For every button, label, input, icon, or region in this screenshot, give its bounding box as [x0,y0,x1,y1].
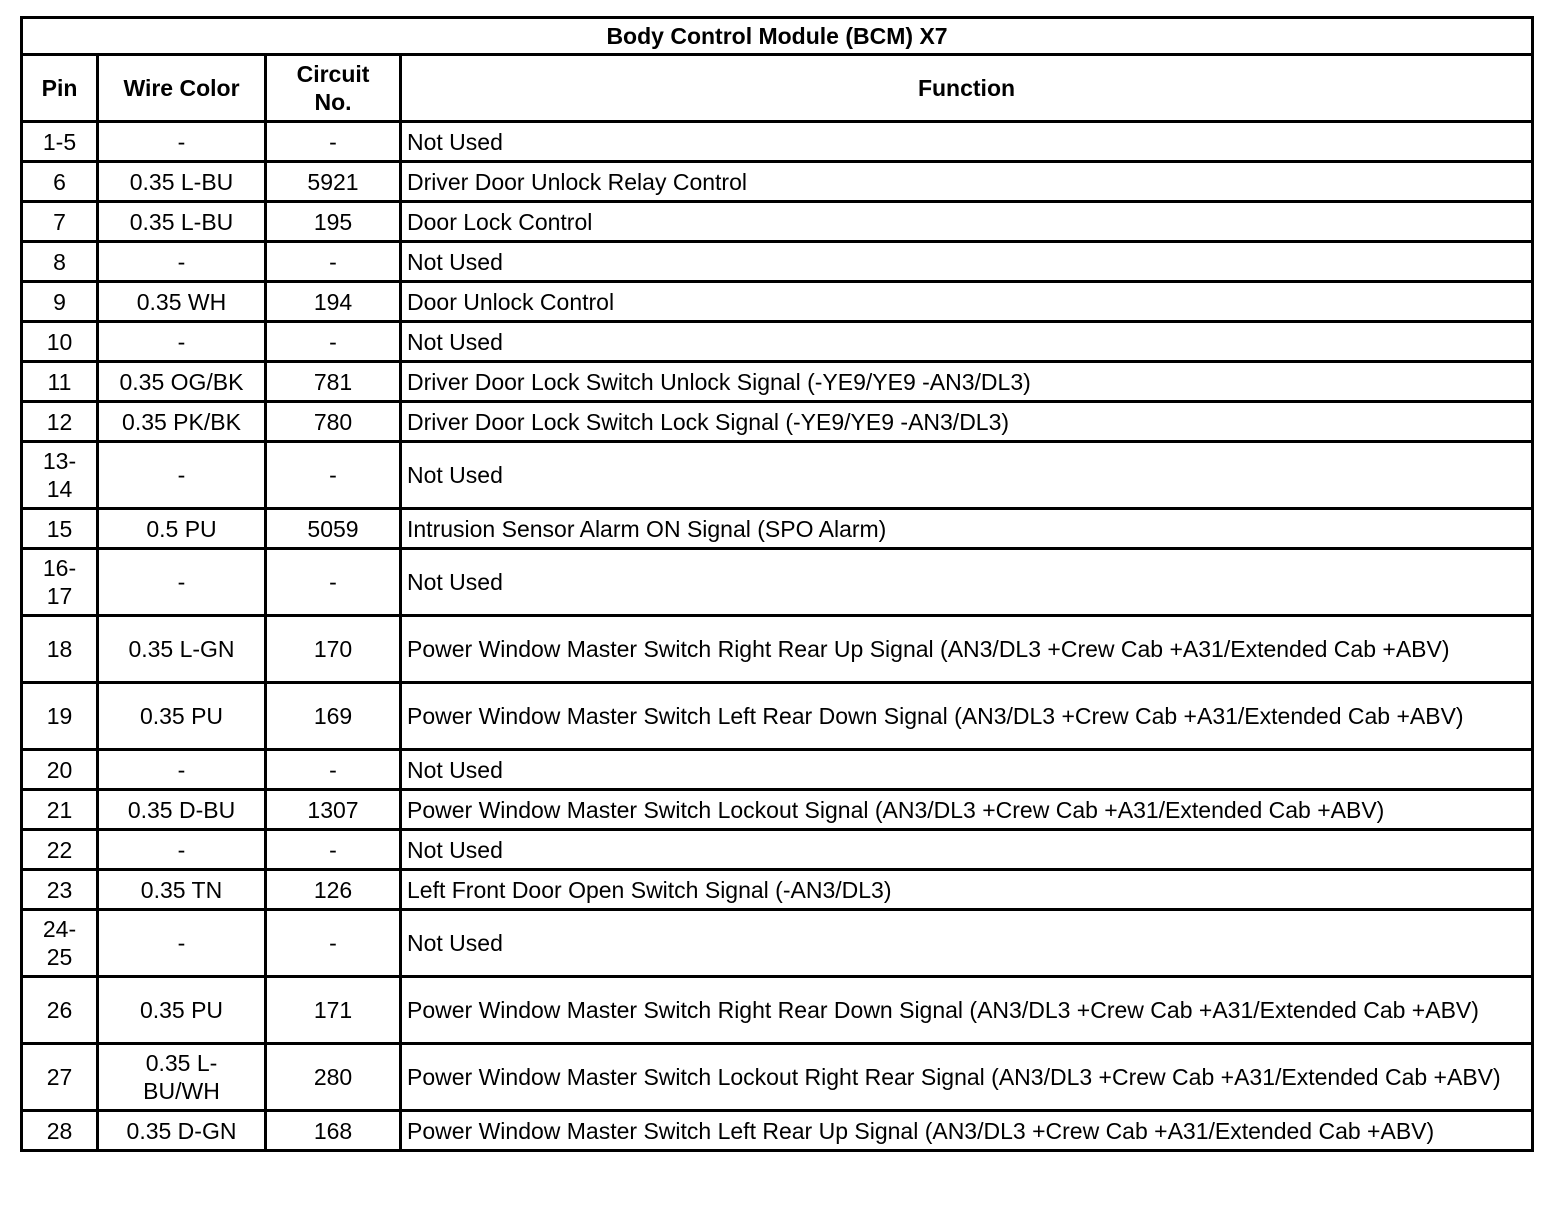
function-cell: Power Window Master Switch Right Rear Up Signal (AN3/DL3 +Crew Cab +A31/Extended Cab +ABV) [401,616,1533,683]
wire-color-cell: 0.35 L-GN [98,616,266,683]
function-cell: Power Window Master Switch Left Rear Up Signal (AN3/DL3 +Crew Cab +A31/Extended Cab +ABV) [401,1111,1533,1151]
pin-cell: 23 [22,870,98,910]
circuit-cell: - [266,122,401,162]
wire-color-cell: - [98,122,266,162]
wire-color-cell: 0.35 OG/BK [98,362,266,402]
circuit-cell: - [266,242,401,282]
pin-cell: 12 [22,402,98,442]
circuit-cell: 781 [266,362,401,402]
circuit-cell: 171 [266,977,401,1044]
wire-color-cell: 0.35 L-BU [98,162,266,202]
pin-cell: 15 [22,509,98,549]
table-header-row [22,55,1533,122]
circuit-cell: - [266,442,401,509]
table-row [22,282,1533,322]
table-row [22,122,1533,162]
pin-cell: 21 [22,790,98,830]
function-cell: Not Used [401,750,1533,790]
table-row [22,1111,1533,1151]
table-row [22,402,1533,442]
pin-cell: 26 [22,977,98,1044]
circuit-no-header [266,55,401,122]
pin-cell: 22 [22,830,98,870]
wire-color-header: Wire Color [98,55,266,122]
function-cell: Not Used [401,242,1533,282]
wire-color-cell: 0.35 L-BU [98,202,266,242]
wire-color-cell: - [98,442,266,509]
pin-cell: 10 [22,322,98,362]
table-row [22,910,1533,977]
pin-cell: 8 [22,242,98,282]
circuit-cell: 126 [266,870,401,910]
wire-color-cell: 0.35 TN [98,870,266,910]
circuit-cell: 5921 [266,162,401,202]
table-row [22,362,1533,402]
wire-color-label: 0.35 L-BU/WH [143,1050,220,1104]
function-cell: Door Unlock Control [401,282,1533,322]
function-cell: Left Front Door Open Switch Signal (-AN3/DL3) [401,870,1533,910]
wire-color-cell: 0.35 D-GN [98,1111,266,1151]
pin-cell [22,442,98,509]
pin-label: 24-25 [42,916,77,970]
table-row [22,830,1533,870]
circuit-cell: 168 [266,1111,401,1151]
table-row [22,322,1533,362]
connector-table [20,16,1534,1152]
pin-header: Pin [22,55,98,122]
wire-color-cell: 0.35 PU [98,977,266,1044]
circuit-cell: 5059 [266,509,401,549]
wire-color-cell: - [98,750,266,790]
pin-cell: 18 [22,616,98,683]
circuit-cell: 169 [266,683,401,750]
function-cell: Driver Door Lock Switch Lock Signal (-YE9/YE9 -AN3/DL3) [401,402,1533,442]
pin-cell: 7 [22,202,98,242]
function-cell: Power Window Master Switch Lockout Right Rear Signal (AN3/DL3 +Crew Cab +A31/Extended Cab +ABV) [401,1044,1533,1111]
table-row [22,683,1533,750]
circuit-no-header-label: Circuit No. [296,61,370,115]
circuit-cell: - [266,549,401,616]
table-row [22,442,1533,509]
circuit-cell: 280 [266,1044,401,1111]
pin-cell: 9 [22,282,98,322]
wire-color-cell: 0.5 PU [98,509,266,549]
pin-cell: 20 [22,750,98,790]
function-cell: Driver Door Lock Switch Unlock Signal (-YE9/YE9 -AN3/DL3) [401,362,1533,402]
pin-label: 13-14 [42,448,77,502]
wire-color-cell: - [98,910,266,977]
wire-color-cell [98,1044,266,1111]
pin-label: 16-17 [42,555,77,609]
connector-sheet [20,16,1531,1152]
circuit-cell: 170 [266,616,401,683]
pin-cell: 28 [22,1111,98,1151]
wire-color-cell: 0.35 WH [98,282,266,322]
wire-color-cell: - [98,549,266,616]
function-cell: Intrusion Sensor Alarm ON Signal (SPO Alarm) [401,509,1533,549]
wire-color-cell: - [98,322,266,362]
pin-cell: 11 [22,362,98,402]
table-row [22,242,1533,282]
table-row [22,549,1533,616]
wire-color-cell: 0.35 D-BU [98,790,266,830]
table-body [22,122,1533,1151]
circuit-cell: 195 [266,202,401,242]
circuit-cell: 194 [266,282,401,322]
function-header: Function [401,55,1533,122]
pin-cell [22,910,98,977]
function-cell: Power Window Master Switch Right Rear Down Signal (AN3/DL3 +Crew Cab +A31/Extended Cab +ABV) [401,977,1533,1044]
table-row [22,870,1533,910]
function-cell: Not Used [401,122,1533,162]
function-cell: Power Window Master Switch Lockout Signal (AN3/DL3 +Crew Cab +A31/Extended Cab +ABV) [401,790,1533,830]
circuit-cell: - [266,750,401,790]
function-cell: Door Lock Control [401,202,1533,242]
table-row [22,1044,1533,1111]
table-title: Body Control Module (BCM) X7 [22,18,1533,55]
pin-cell: 27 [22,1044,98,1111]
circuit-cell: 780 [266,402,401,442]
pin-cell: 6 [22,162,98,202]
pin-cell: 1-5 [22,122,98,162]
table-row [22,509,1533,549]
pin-cell: 19 [22,683,98,750]
function-cell: Driver Door Unlock Relay Control [401,162,1533,202]
wire-color-cell: 0.35 PU [98,683,266,750]
pin-cell [22,549,98,616]
table-row [22,790,1533,830]
wire-color-cell: - [98,830,266,870]
table-row [22,616,1533,683]
function-cell: Not Used [401,549,1533,616]
circuit-cell: - [266,910,401,977]
table-row [22,162,1533,202]
wire-color-cell: - [98,242,266,282]
table-title-row [22,18,1533,55]
function-cell: Not Used [401,442,1533,509]
function-cell: Not Used [401,322,1533,362]
function-cell: Not Used [401,910,1533,977]
circuit-cell: - [266,322,401,362]
table-row [22,977,1533,1044]
circuit-cell: 1307 [266,790,401,830]
table-row [22,750,1533,790]
function-cell: Not Used [401,830,1533,870]
wire-color-cell: 0.35 PK/BK [98,402,266,442]
table-row [22,202,1533,242]
circuit-cell: - [266,830,401,870]
function-cell: Power Window Master Switch Left Rear Down Signal (AN3/DL3 +Crew Cab +A31/Extended Cab +ABV) [401,683,1533,750]
